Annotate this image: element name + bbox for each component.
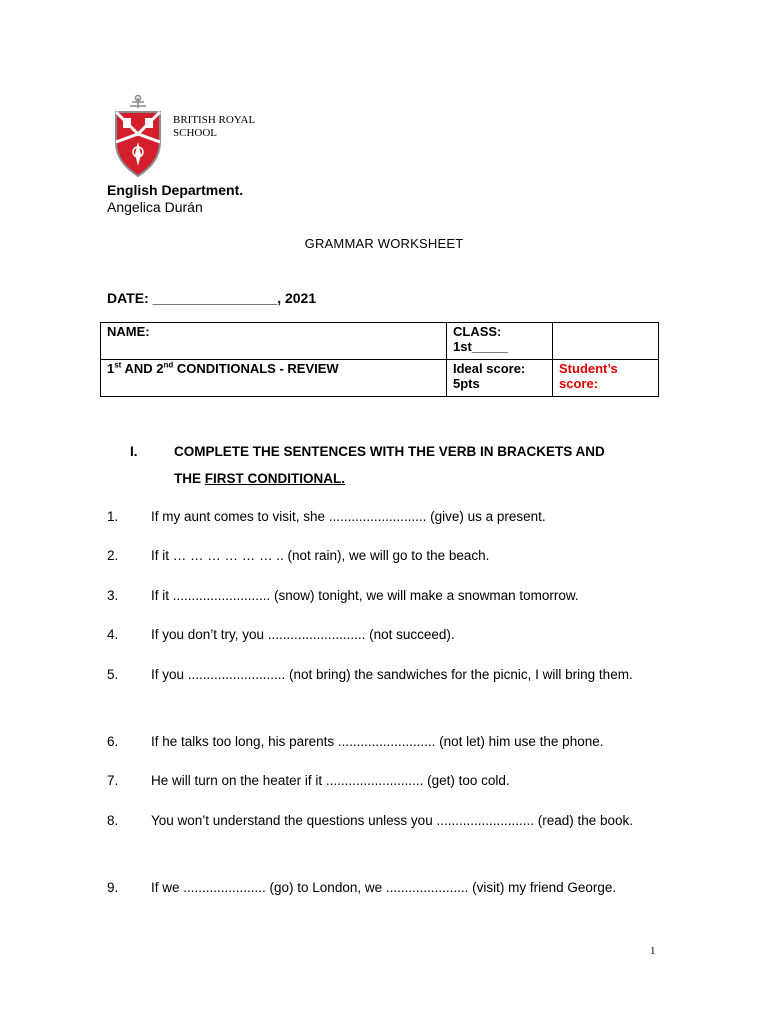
- section-instruction-line2: THE FIRST CONDITIONAL.: [174, 471, 346, 486]
- worksheet-title: GRAMMAR WORKSHEET: [304, 236, 464, 251]
- class-label: CLASS:: [453, 324, 502, 339]
- name-label: NAME:: [107, 324, 150, 339]
- student-score-cell[interactable]: [553, 360, 659, 397]
- exercise-item: 7. He will turn on the heater if it .......................... (get) too cold.: [107, 773, 510, 788]
- section-instruction-line1: COMPLETE THE SENTENCES WITH THE VERB IN BRACKETS AND: [174, 444, 605, 459]
- student-score-label: Student’s score:: [559, 361, 618, 391]
- name-field[interactable]: [101, 323, 447, 360]
- exercise-item: 3. If it .......................... (snow) tonight, we will make a snowman tomorrow.: [107, 588, 579, 603]
- school-crest-logo: [108, 94, 168, 178]
- school-name-line2: SCHOOL: [173, 127, 218, 139]
- exercise-item: 6. If he talks too long, his parents .......................... (not let) him use the phone.: [107, 734, 604, 749]
- student-info-table: [100, 322, 659, 397]
- section-number: I.: [130, 444, 138, 459]
- class-field[interactable]: [447, 323, 553, 360]
- page-number: 1: [650, 945, 656, 957]
- school-name-line1: BRITISH ROYAL: [173, 114, 256, 126]
- ideal-score-value: 5pts: [453, 376, 480, 391]
- class-extra-cell: [553, 323, 659, 360]
- exercise-item: 2. If it … … … … … … .. (not rain), we will go to the beach.: [107, 548, 490, 563]
- ideal-score-label: Ideal score:: [453, 361, 526, 376]
- date-line: DATE: ________________, 2021: [107, 290, 317, 306]
- teacher-name: Angelica Durán: [107, 199, 203, 215]
- school-name: [173, 114, 255, 140]
- department-heading: English Department.: [107, 182, 244, 198]
- topic-cell: 1st AND 2nd CONDITIONALS - REVIEW: [101, 360, 447, 397]
- exercise-item: 5. If you .......................... (not bring) the sandwiches for the picnic, I will bring them.: [107, 667, 633, 682]
- exercise-item: 9. If we ...................... (go) to London, we ...................... (visit) my friend George.: [107, 880, 617, 895]
- exercise-item: 8. You won’t understand the questions unless you .......................... (read) the book.: [107, 813, 634, 828]
- exercise-item: 1. If my aunt comes to visit, she .......................... (give) us a present.: [107, 509, 546, 524]
- ideal-score-cell: [447, 360, 553, 397]
- section-heading: [130, 438, 660, 492]
- exercise-item: 4. If you don’t try, you .......................... (not succeed).: [107, 627, 455, 642]
- class-value: 1st_____: [453, 339, 508, 354]
